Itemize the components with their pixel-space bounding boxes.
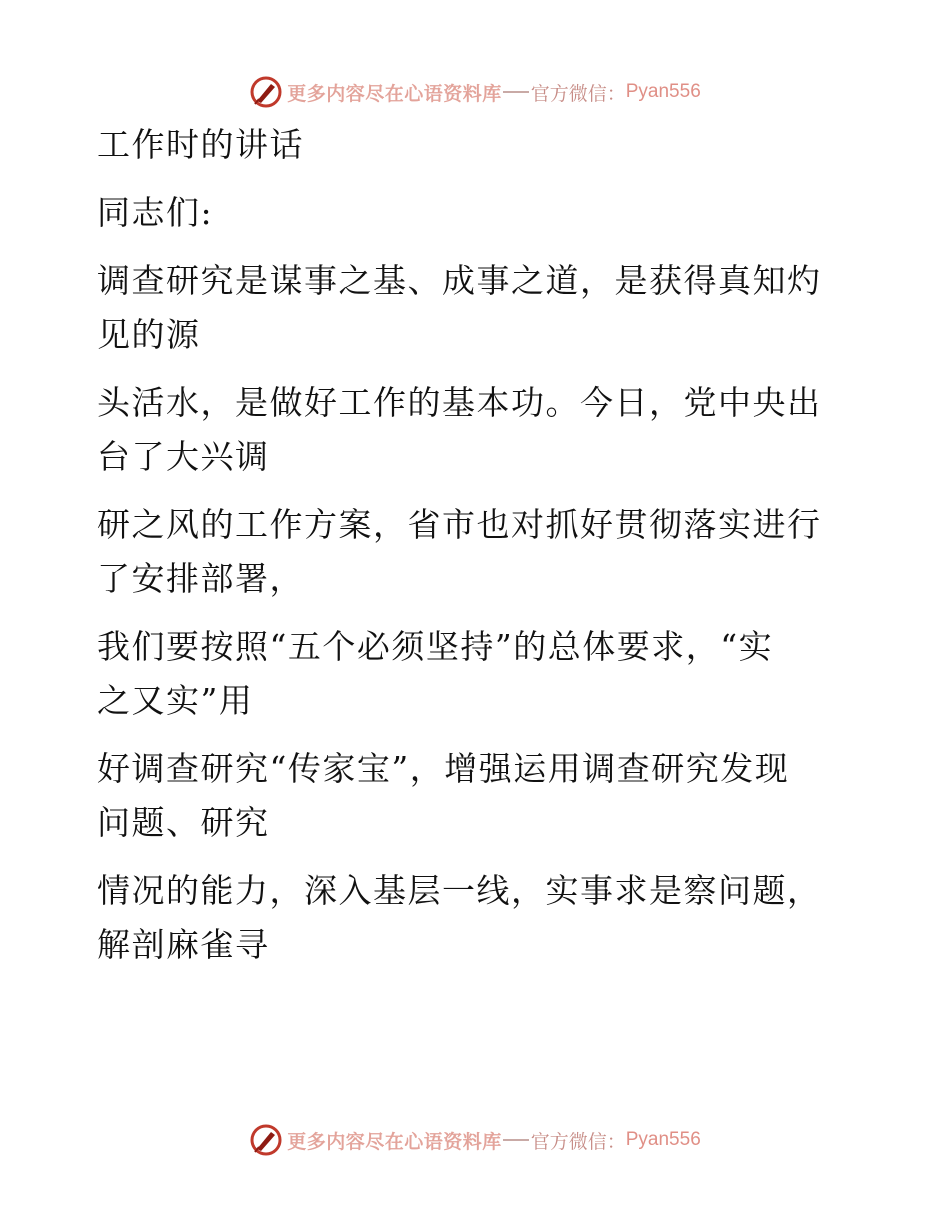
document-title: 工作时的讲话: [97, 125, 304, 164]
paragraph: [97, 258, 837, 358]
paragraph-line: 好调查研究“传家宝”，增强运用调查研究发现: [97, 749, 790, 788]
paragraph-line: 之又实”用: [97, 681, 254, 720]
document-body: [97, 122, 837, 990]
watermark-text: 更多内容尽在心语资料库: [287, 1130, 502, 1153]
header-watermark: [0, 72, 950, 112]
watermark-text: 更多内容尽在心语资料库: [287, 82, 502, 105]
paragraph-line: 情况的能力，深入基层一线，实事求是察问题，: [97, 871, 822, 910]
greeting: 同志们:: [97, 193, 214, 232]
paragraph-line: 头活水，是做好工作的基本功。今日，党中央出: [97, 383, 822, 422]
paragraph: [97, 746, 837, 846]
paragraph: [97, 624, 837, 724]
paragraph-line: 了安排部署，: [97, 559, 304, 598]
quill-logo-icon: [249, 75, 283, 109]
paragraph-line: 解剖麻雀寻: [97, 925, 270, 964]
quill-logo-icon: [249, 1123, 283, 1157]
paragraph-line: 研之风的工作方案，省市也对抓好贯彻落实进行: [97, 505, 822, 544]
footer-watermark: [0, 1120, 950, 1160]
watermark-official-label: 官方微信：: [530, 1130, 626, 1153]
watermark-dash: [503, 1139, 529, 1141]
paragraph-line: 见的源: [97, 315, 201, 354]
paragraph-line: 台了大兴调: [97, 437, 270, 476]
watermark-wechat-id: Pyan556: [625, 81, 701, 102]
paragraph-line: 调查研究是谋事之基、成事之道，是获得真知灼: [97, 261, 822, 300]
watermark-dash: [503, 91, 529, 93]
paragraph: [97, 868, 837, 968]
paragraph-line: 问题、研究: [97, 803, 270, 842]
watermark-wechat-id: Pyan556: [625, 1129, 701, 1150]
paragraph-line: 我们要按照“五个必须坚持”的总体要求，“实: [97, 627, 774, 666]
watermark-official-label: 官方微信：: [530, 82, 626, 105]
paragraph: [97, 502, 837, 602]
paragraph: [97, 380, 837, 480]
